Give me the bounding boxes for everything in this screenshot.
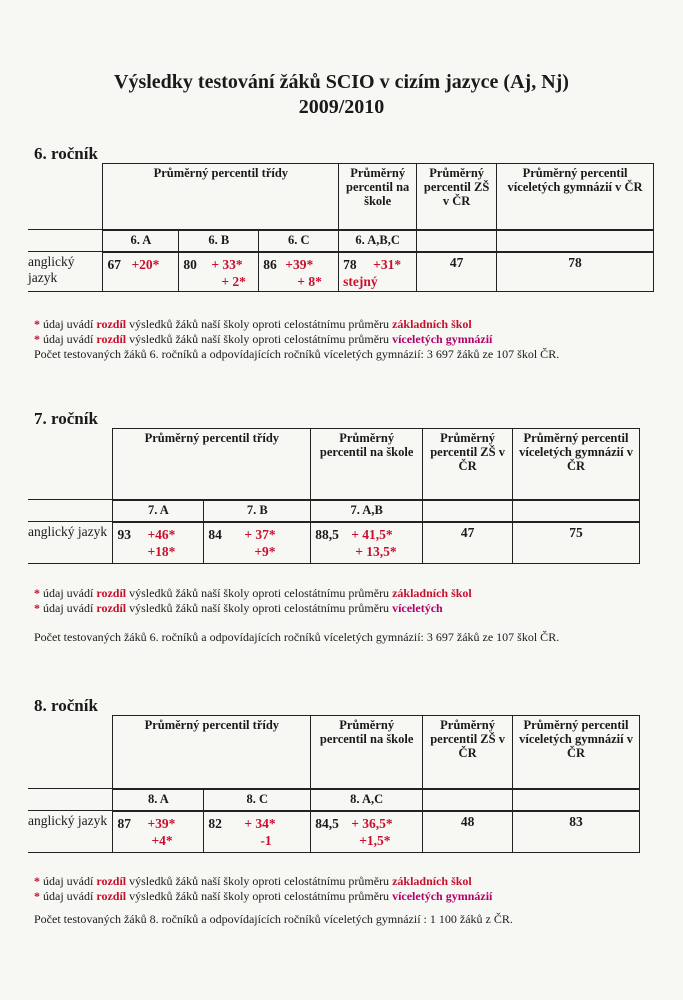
grade7-count-note: Počet testovaných žáků 6. ročníků a odpovídajících ročníků víceletých gymnázií: 3 697 žáků ze 107 škol ČR. — [34, 630, 560, 644]
grade6-note-gym: * údaj uvádí rozdíl výsledků žáků naší školy oproti celostátnímu průměru víceletých gymnázií — [34, 332, 493, 346]
grade8-score-all: 84,5 — [315, 815, 339, 831]
grade6-diff-zs-a: +20* — [131, 256, 160, 272]
grade7-diff-gym-b: +9* — [254, 543, 276, 559]
grade8-class-c: 8. C — [204, 789, 311, 811]
grade6-class-a: 6. A — [103, 230, 179, 252]
grade7-heading: 7. ročník — [34, 409, 98, 428]
grade7-note-gym: * údaj uvádí rozdíl výsledků žáků naší školy oproti celostátnímu průměru víceletých — [34, 601, 443, 615]
grade7-class-all: 7. A,B — [311, 500, 423, 522]
grade8-count-note: Počet testovaných žáků 8. ročníků a odpovídajících ročníků víceletých gymnázií : 1 100 žáků z ČR. — [34, 912, 513, 926]
grade8-cell-a — [113, 811, 204, 853]
grade6-score-a: 67 — [107, 256, 121, 272]
grade8-diff-gym-all: +1,5* — [359, 832, 391, 848]
grade6-cell-all — [339, 252, 417, 292]
grade7-zs-header: Průměrný percentil ZŠ v ČR — [423, 429, 513, 500]
grade6-gym-value: 78 — [497, 252, 654, 292]
grade6-heading: 6. ročník — [34, 144, 98, 163]
grade6-diff-zs-b: + 33* — [211, 256, 243, 272]
grade8-diff-zs-a: +39* — [147, 815, 176, 831]
grade6-cell-b — [179, 252, 259, 292]
grade8-score-c: 82 — [208, 815, 222, 831]
grade7-score-b: 84 — [208, 526, 222, 542]
grade6-note-zs: * údaj uvádí rozdíl výsledků žáků naší školy oproti celostátnímu průměru základních škol — [34, 317, 472, 331]
grade6-cell-a — [103, 252, 179, 292]
grade7-score-all: 88,5 — [315, 526, 339, 542]
grade8-notes — [34, 874, 634, 927]
grade8-class-all: 8. A,C — [311, 789, 423, 811]
grade6-results-table — [28, 163, 654, 292]
grade6-school-avg-header: Průměrný percentil na škole — [339, 164, 417, 230]
grade6-class-c: 6. C — [259, 230, 339, 252]
grade7-class-avg-header: Průměrný percentil třídy — [113, 429, 311, 500]
title-line-1: Výsledky testování žáků SCIO v cizím jazyce (Aj, Nj) — [114, 71, 569, 93]
grade6-class-avg-header: Průměrný percentil třídy — [103, 164, 339, 230]
grade6-gym-header: Průměrný percentil víceletých gymnázií v ČR — [497, 164, 654, 230]
grade6-class-all: 6. A,B,C — [339, 230, 417, 252]
grade8-note-zs: * údaj uvádí rozdíl výsledků žáků naší školy oproti celostátnímu průměru základních škol — [34, 874, 472, 888]
grade8-class-avg-header: Průměrný percentil třídy — [113, 716, 311, 789]
grade8-gym-header: Průměrný percentil víceletých gymnázií v ČR — [513, 716, 640, 789]
title-line-2: 2009/2010 — [298, 96, 385, 118]
grade8-language: anglický jazyk — [28, 811, 113, 853]
grade7-notes — [34, 586, 634, 645]
grade8-school-avg-header: Průměrný percentil na škole — [311, 716, 423, 789]
grade6-diff-zs-c: +39* — [285, 256, 314, 272]
grade8-diff-zs-all: + 36,5* — [351, 815, 393, 831]
grade6-score-c: 86 — [263, 256, 277, 272]
grade7-class-b: 7. B — [204, 500, 311, 522]
grade6-class-b: 6. B — [179, 230, 259, 252]
grade6-score-all: 78 — [343, 256, 357, 272]
grade7-diff-zs-all: + 41,5* — [351, 526, 393, 542]
grade7-diff-zs-a: +46* — [147, 526, 176, 542]
grade7-school-avg-header: Průměrný percentil na škole — [311, 429, 423, 500]
grade8-gym-value: 83 — [513, 811, 640, 853]
grade6-diff-gym-all: stejný — [343, 273, 378, 289]
grade7-gym-header: Průměrný percentil víceletých gymnázií v ČR — [513, 429, 640, 500]
grade8-results-table — [28, 715, 640, 853]
grade7-results-table — [28, 428, 640, 564]
grade7-language: anglický jazyk — [28, 522, 113, 564]
grade7-cell-b — [204, 522, 311, 564]
grade6-diff-zs-all: +31* — [373, 256, 402, 272]
grade8-cell-all — [311, 811, 423, 853]
grade8-diff-zs-c: + 34* — [244, 815, 276, 831]
grade6-language: anglický jazyk — [28, 252, 103, 292]
grade8-score-a: 87 — [117, 815, 131, 831]
grade8-class-a: 8. A — [113, 789, 204, 811]
grade6-count-note: Počet testovaných žáků 6. ročníků a odpovídajících ročníků víceletých gymnázií: 3 697 žáků ze 107 škol ČR. — [34, 347, 560, 361]
grade6-score-b: 80 — [183, 256, 197, 272]
grade7-gym-value: 75 — [513, 522, 640, 564]
grade6-notes — [34, 317, 634, 362]
grade7-diff-gym-a: +18* — [147, 543, 176, 559]
grade8-diff-gym-c: -1 — [260, 832, 272, 848]
grade7-zs-value: 47 — [423, 522, 513, 564]
grade8-heading: 8. ročník — [34, 696, 98, 715]
grade7-cell-a — [113, 522, 204, 564]
grade8-zs-value: 48 — [423, 811, 513, 853]
grade8-diff-gym-a: +4* — [151, 832, 173, 848]
grade7-note-zs: * údaj uvádí rozdíl výsledků žáků naší školy oproti celostátnímu průměru základních škol — [34, 586, 472, 600]
grade7-diff-gym-all: + 13,5* — [355, 543, 397, 559]
document-title — [20, 70, 663, 120]
grade7-score-a: 93 — [117, 526, 131, 542]
grade6-diff-gym-c: + 8* — [297, 273, 322, 289]
grade7-cell-all — [311, 522, 423, 564]
grade8-zs-header: Průměrný percentil ZŠ v ČR — [423, 716, 513, 789]
grade6-zs-value: 47 — [417, 252, 497, 292]
grade8-cell-c — [204, 811, 311, 853]
grade7-diff-zs-b: + 37* — [244, 526, 276, 542]
grade6-zs-header: Průměrný percentil ZŠ v ČR — [417, 164, 497, 230]
grade8-note-gym: * údaj uvádí rozdíl výsledků žáků naší školy oproti celostátnímu průměru víceletých gymnázií — [34, 889, 493, 903]
grade6-cell-c — [259, 252, 339, 292]
grade7-class-a: 7. A — [113, 500, 204, 522]
grade6-diff-gym-b: + 2* — [221, 273, 246, 289]
